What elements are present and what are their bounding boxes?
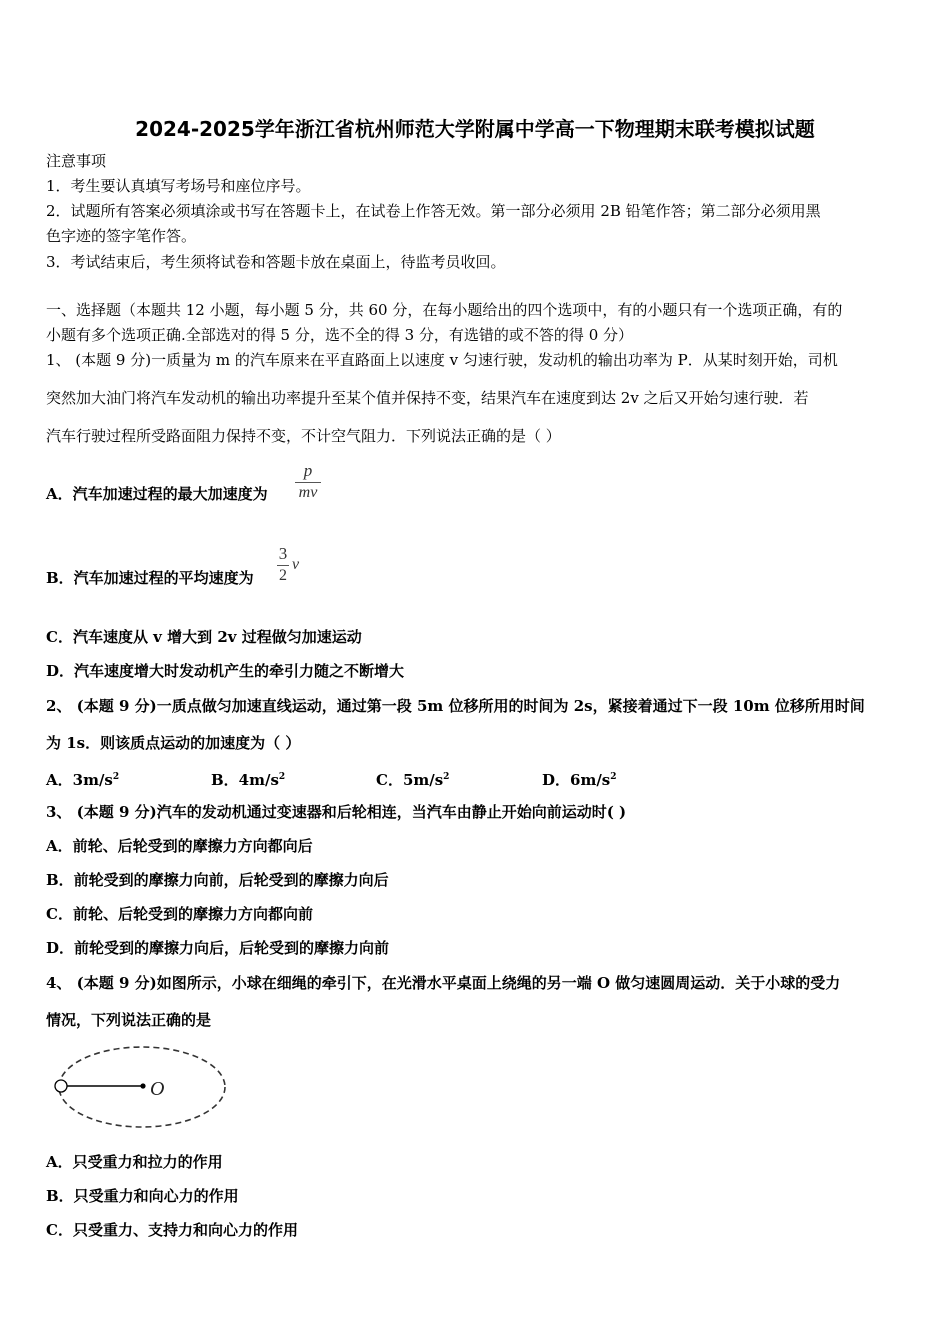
q1-option-d: D．汽车速度增大时发动机产生的牵引力随之不断增大	[46, 662, 405, 680]
q2-option-c: C．$5m/s^2$	[376, 771, 450, 789]
center-label: O	[150, 1078, 165, 1100]
question-3-stem: 3、 (本题 9 分)汽车的发动机通过变速器和后轮相连，当汽车由静止开始向前运动时( )	[46, 803, 627, 821]
q2-option-b: B．$4m/s^2$	[211, 771, 286, 789]
question-1-stem: 突然加大油门将汽车发动机的输出功率提升至某个值并保持不变，结果汽车在速度到达 2v 之后又开始匀速行驶．若	[46, 389, 809, 407]
question-4-stem: 4、 (本题 9 分)如图所示，小球在细绳的牵引下，在光滑水平桌面上绕绳的另一端 O 做匀速圆周运动．关于小球的受力	[46, 974, 841, 992]
q1-option-a: A．汽车加速过程的最大加速度为	[46, 485, 268, 503]
q1-option-c: C．汽车速度从 v 增大到 2v 过程做匀加速运动	[46, 628, 362, 646]
section-intro: 一、选择题（本题共 12 小题，每小题 5 分，共 60 分，在每小题给出的四个选项中，有的小题只有一个选项正确，有的	[46, 301, 843, 319]
q4-option-c: C．只受重力、支持力和向心力的作用	[46, 1221, 298, 1239]
center-point	[140, 1083, 145, 1088]
ball-icon	[55, 1080, 67, 1092]
question-1-stem: 汽车行驶过程所受路面阻力保持不变，不计空气阻力．下列说法正确的是（ ）	[46, 427, 561, 445]
q3-option-a: A．前轮、后轮受到的摩擦力方向都向后	[46, 837, 313, 855]
q1-option-b-variable: v	[292, 556, 300, 573]
fraction-denominator: mv	[298, 484, 318, 501]
question-2-stem: 2、 (本题 9 分)一质点做匀加速直线运动，通过第一段 5m 位移所用的时间为 2s，紧接着通过下一段 10m 位移所用时间	[46, 697, 865, 715]
q3-option-d: D．前轮受到的摩擦力向后，后轮受到的摩擦力向前	[46, 939, 390, 957]
q4-option-b: B．只受重力和向心力的作用	[46, 1187, 239, 1205]
question-4-stem: 情况，下列说法正确的是	[46, 1011, 212, 1029]
q3-option-b: B．前轮受到的摩擦力向前，后轮受到的摩擦力向后	[46, 871, 389, 889]
q2-option-a: A．$3m/s^2$	[46, 771, 120, 789]
q1-option-b-fraction	[277, 544, 289, 585]
q1-option-a-fraction	[295, 461, 321, 502]
fraction-denominator: 2	[279, 567, 287, 584]
notice-item: 2．试题所有答案必须填涂或书写在答题卡上，在试卷上作答无效。第一部分必须用 2B 铅笔作答；第二部分必须用黑	[46, 202, 821, 220]
notice-heading: 注意事项	[46, 152, 107, 170]
circular-motion-figure	[50, 1043, 230, 1133]
q2-option-d: D．$6m/s^2$	[542, 771, 617, 789]
question-1-stem: 1、 (本题 9 分)一质量为 m 的汽车原来在平直路面上以速度 v 匀速行驶，发动机的输出功率为 P．从某时刻开始，司机	[46, 351, 838, 369]
notice-item: 1．考生要认真填写考场号和座位序号。	[46, 177, 311, 195]
section-intro: 小题有多个选项正确.全部选对的得 5 分，选不全的得 3 分，有选错的或不答的得 0 分）	[46, 326, 634, 344]
notice-item: 3．考试结束后，考生须将试卷和答题卡放在桌面上，待监考员收回。	[46, 253, 506, 271]
fraction-numerator: p	[303, 461, 313, 480]
page-title: 2024-2025学年浙江省杭州师范大学附属中学高一下物理期末联考模拟试题	[135, 117, 815, 141]
q3-option-c: C．前轮、后轮受到的摩擦力方向都向前	[46, 905, 313, 923]
question-2-stem: 为 1s．则该质点运动的加速度为（ ）	[46, 734, 301, 752]
q1-option-b: B．汽车加速过程的平均速度为	[46, 569, 254, 587]
q4-option-a: A．只受重力和拉力的作用	[46, 1153, 223, 1171]
notice-item: 色字迹的签字笔作答。	[46, 227, 197, 245]
fraction-numerator: 3	[278, 544, 288, 563]
